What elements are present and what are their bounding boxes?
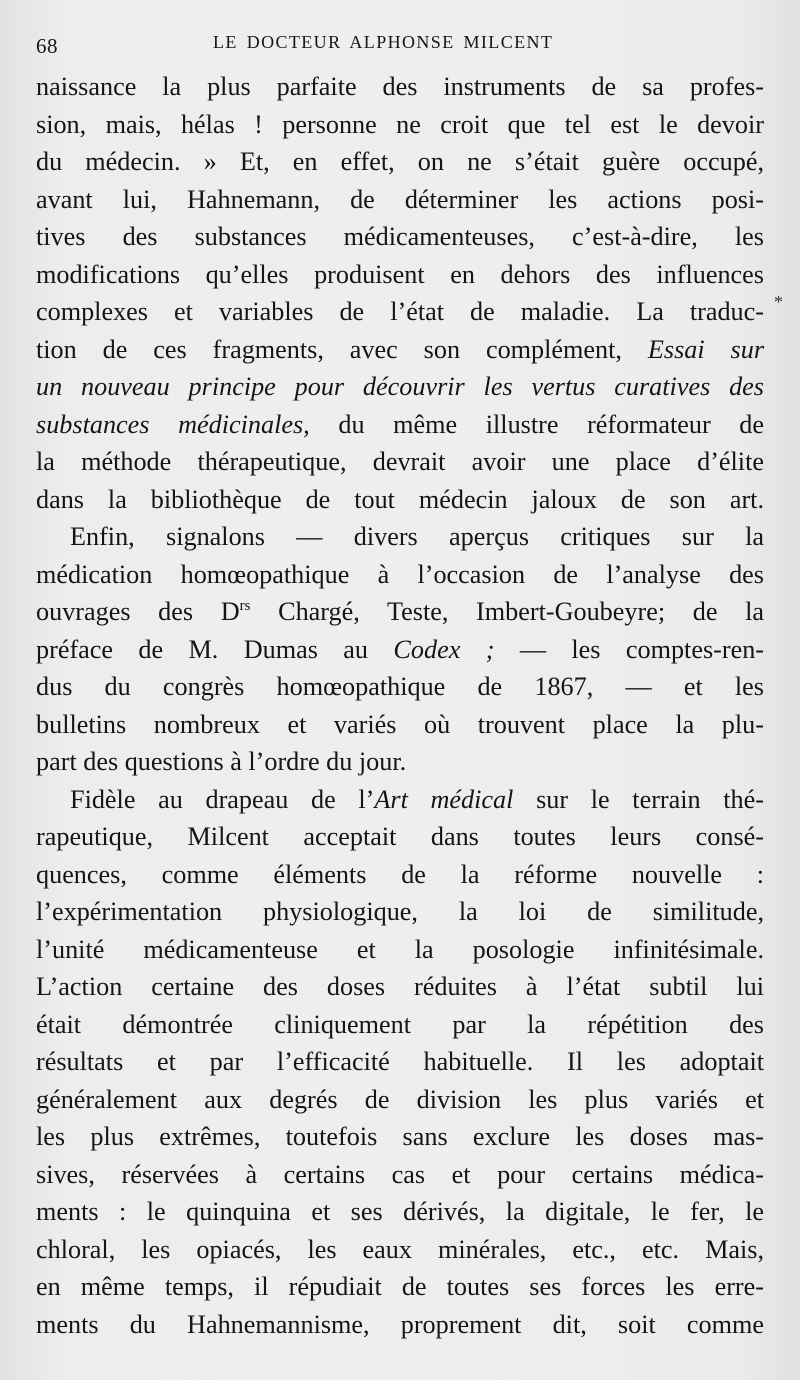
text-line: résultats et par l’efficacité habituelle. Il les adoptait xyxy=(36,1047,764,1076)
text-run: ouvrages des D xyxy=(36,597,240,626)
text-line: du médecin. » Et, en effet, on ne s’était guère occupé, xyxy=(36,147,764,176)
text-run: du même illustre réformateur de xyxy=(338,409,764,439)
text-line: la méthode thérapeutique, devrait avoir une place d’élite xyxy=(36,447,764,476)
paragraph-start: Enfin, signalons — divers aperçus critiques sur la xyxy=(70,522,764,551)
text-run: Fidèle au drapeau de l’ xyxy=(70,784,375,814)
page-number: 68 xyxy=(36,34,58,58)
text-run: — les comptes-ren- xyxy=(519,634,764,664)
text-line: L’action certaine des doses réduites à l’état subtil lui xyxy=(36,972,764,1001)
text-line: l’unité médicamenteuse et la posologie infinitésimale. xyxy=(36,934,764,964)
page-header xyxy=(36,30,766,64)
book-title-italic-line: un nouveau principe pour découvrir les vertus curatives des xyxy=(36,372,764,401)
text-line: sion, mais, hélas ! personne ne croit que tel est le devoir xyxy=(36,109,764,139)
book-title-italic: Essai sur xyxy=(647,334,764,364)
text-run: sur le terrain thé- xyxy=(513,784,764,814)
text-line xyxy=(36,406,764,444)
text-line: dans la bibliothèque de tout médecin jaloux de son art. xyxy=(36,484,764,514)
text-line xyxy=(36,593,764,631)
text-line: quences, comme éléments de la réforme nouvelle : xyxy=(36,859,764,889)
book-title-italic: substances médicinales, xyxy=(36,409,310,439)
text-line: ments : le quinquina et ses dérivés, la digitale, le fer, le xyxy=(36,1197,764,1226)
text-line xyxy=(36,631,764,669)
text-line: rapeutique, Milcent acceptait dans toutes leurs consé- xyxy=(36,822,764,851)
codex-italic: Codex ; xyxy=(393,634,495,664)
text-line xyxy=(36,331,764,369)
text-line: chloral, les opiacés, les eaux minérales, etc., etc. Mais, xyxy=(36,1234,764,1264)
paragraph-start xyxy=(36,781,764,819)
text-line: était démontrée cliniquement par la répétition des xyxy=(36,1009,764,1039)
text-line: complexes et variables de l’état de maladie. La traduc- xyxy=(36,297,764,326)
text-line: médication homœopathique à l’occasion de l’analyse des xyxy=(36,559,764,589)
text-line: modifications qu’elles produisent en dehors des influences xyxy=(36,259,764,289)
paragraph-end: part des questions à l’ordre du jour. xyxy=(36,747,407,776)
text-line: en même temps, il répudiait de toutes ses forces les erre- xyxy=(36,1272,764,1301)
text-line: naissance la plus parfaite des instruments de sa profes- xyxy=(36,72,764,101)
text-run: Chargé, Teste, Imbert-Goubeyre; de la xyxy=(250,597,764,626)
text-line: dus du congrès homœopathique de 1867, — et les xyxy=(36,672,764,701)
text-line: les plus extrêmes, toutefois sans exclure les doses mas- xyxy=(36,1122,764,1151)
text-line: ments du Hahnemannisme, proprement dit, soit comme xyxy=(36,1309,764,1339)
text-line: bulletins nombreux et variés où trouvent place la plu- xyxy=(36,709,764,739)
text-line: généralement aux degrés de division les plus variés et xyxy=(36,1084,764,1114)
text-line: sives, réservées à certains cas et pour certains médica- xyxy=(36,1159,764,1189)
margin-mark: * xyxy=(774,292,783,312)
body-text xyxy=(36,68,764,1343)
text-line: l’expérimentation physiologique, la loi de similitude, xyxy=(36,897,764,926)
text-line: tives des substances médicamenteuses, c’est-à-dire, les xyxy=(36,222,764,251)
superscript: rs xyxy=(239,598,251,614)
text-run: préface de M. Dumas au xyxy=(36,634,369,664)
running-title: LE DOCTEUR ALPHONSE MILCENT xyxy=(213,32,554,52)
text-line: avant lui, Hahnemann, de déterminer les actions posi- xyxy=(36,184,764,214)
text-run: tion de ces fragments, avec son complément, xyxy=(36,334,622,364)
journal-title-italic: Art médical xyxy=(374,784,514,814)
